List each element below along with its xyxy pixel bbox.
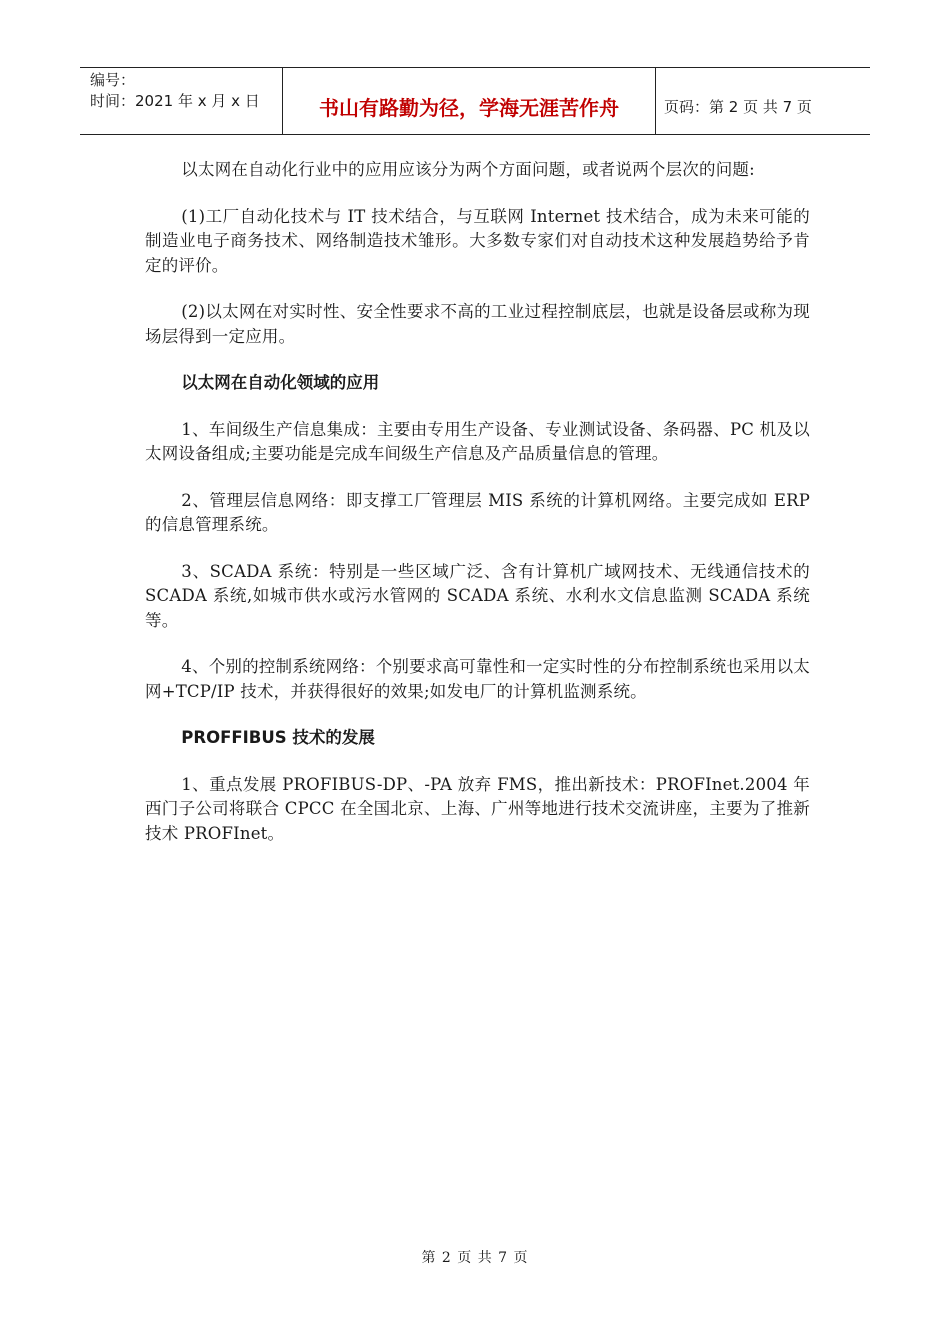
header-info-cell xyxy=(80,68,282,134)
paragraph: 以太网在自动化行业中的应用应该分为两个方面问题，或者说两个层次的问题: xyxy=(181,160,755,179)
header-motto: 书山有路勤为径，学海无涯苦作舟 xyxy=(319,95,619,120)
header-page-number: 页码：第 2 页 共 7 页 xyxy=(664,97,812,116)
document-time-label: 时间：2021 年 x 月 x 日 xyxy=(90,92,260,110)
section-heading: PROFFIBUS 技术的发展 xyxy=(181,728,375,747)
list-item: 4、个别的控制系统网络：个别要求高可靠性和一定实时性的分布控制系统也采用以太网+TCP/IP 技术，并获得很好的效果;如发电厂的计算机监测系统。 xyxy=(145,657,810,701)
list-item: 2、管理层信息网络：即支撑工厂管理层 MIS 系统的计算机网络。主要完成如 ERP 的信息管理系统。 xyxy=(145,490,810,534)
list-item: 1、重点发展 PROFIBUS-DP、-PA 放弃 FMS，推出新技术：PROFInet.2004 年西门子公司将联合 CPCC 在全国北京、上海、广州等地进行技术交流讲座，主要为了推新技术 PROFInet。 xyxy=(145,774,810,843)
list-item: 1、车间级生产信息集成：主要由专用生产设备、专业测试设备、条码器、PC 机及以太网设备组成;主要功能是完成车间级生产信息及产品质量信息的管理。 xyxy=(145,419,810,463)
document-body xyxy=(145,158,810,868)
footer-page-number: 第 2 页 共 7 页 xyxy=(421,1250,529,1266)
list-item: 3、SCADA 系统：特别是一些区域广泛、含有计算机广域网技术、无线通信技术的 SCADA 系统,如城市供水或污水管网的 SCADA 系统、水利水文信息监测 SCADA 系统等。 xyxy=(145,561,810,630)
page-footer xyxy=(0,1247,950,1267)
header-page-cell xyxy=(656,68,870,134)
section-heading: 以太网在自动化领域的应用 xyxy=(181,373,380,392)
document-header xyxy=(80,67,870,135)
paragraph: (1)工厂自动化技术与 IT 技术结合，与互联网 Internet 技术结合，成为未来可能的制造业电子商务技术、网络制造技术雏形。大多数专家们对自动技术这种发展趋势给予肯定的评价。 xyxy=(145,206,810,275)
document-number-label: 编号： xyxy=(90,71,136,89)
header-motto-cell xyxy=(282,68,656,134)
paragraph: (2)以太网在对实时性、安全性要求不高的工业过程控制底层，也就是设备层或称为现场层得到一定应用。 xyxy=(145,302,810,346)
